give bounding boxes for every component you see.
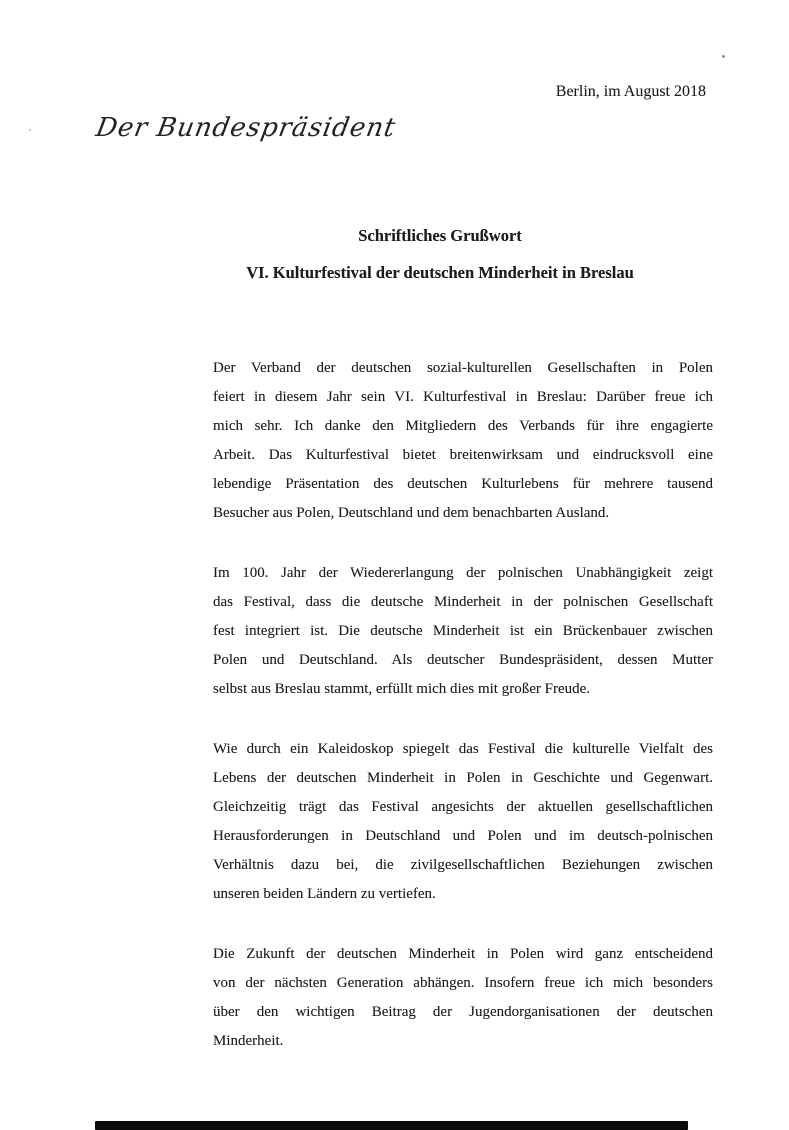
text-line: Lebens der deutschen Minderheit in Polen in Geschichte und Gegenwart. (213, 770, 713, 786)
text-line: fest integriert ist. Die deutsche Minderheit ist ein Brückenbauer zwischen (213, 623, 713, 639)
paragraph (213, 940, 713, 1056)
scan-speck-left-margin (29, 129, 31, 131)
text-line: Gleichzeitig trägt das Festival angesichts der aktuellen gesellschaftlichen (213, 799, 713, 815)
document-subtitle: VI. Kulturfestival der deutschen Minderheit in Breslau (246, 263, 634, 282)
paragraph (213, 354, 713, 528)
document-title: Schriftliches Grußwort (358, 226, 522, 245)
letterhead-script-bundespraesident: Der Bundespräsident (93, 113, 399, 143)
text-line: Im 100. Jahr der Wiedererlangung der polnischen Unabhängigkeit zeigt (213, 565, 713, 581)
scan-edge-artifact-bar (95, 1121, 688, 1130)
title-block (85, 226, 789, 283)
text-line: Polen und Deutschland. Als deutscher Bundespräsident, dessen Mutter (213, 652, 713, 668)
paragraph (213, 559, 713, 704)
text-line: feiert in diesem Jahr sein VI. Kulturfestival in Breslau: Darüber freue ich (213, 389, 713, 405)
text-line: von der nächsten Generation abhängen. Insofern freue ich mich besonders (213, 975, 713, 991)
text-line: Die Zukunft der deutschen Minderheit in Polen wird ganz entscheidend (213, 946, 713, 962)
scan-speck-top-right (722, 55, 725, 58)
text-line: Minderheit. (213, 1033, 284, 1049)
text-line: über den wichtigen Beitrag der Jugendorganisationen der deutschen (213, 1004, 713, 1020)
text-line: Wie durch ein Kaleidoskop spiegelt das Festival die kulturelle Vielfalt des (213, 741, 713, 757)
text-line: Besucher aus Polen, Deutschland und dem benachbarten Ausland. (213, 505, 610, 521)
text-line: das Festival, dass die deutsche Minderheit in der polnischen Gesellschaft (213, 594, 713, 610)
letter-body (213, 354, 713, 1087)
text-line: Herausforderungen in Deutschland und Polen und im deutsch-polnischen (213, 828, 713, 844)
text-line: lebendige Präsentation des deutschen Kulturlebens für mehrere tausend (213, 476, 713, 492)
text-line: selbst aus Breslau stammt, erfüllt mich dies mit großer Freude. (213, 681, 591, 697)
text-line: mich sehr. Ich danke den Mitgliedern des Verbands für ihre engagierte (213, 418, 713, 434)
date-line: Berlin, im August 2018 (555, 83, 706, 100)
text-line: Arbeit. Das Kulturfestival bietet breitenwirksam und eindrucksvoll eine (213, 447, 713, 463)
text-line: unseren beiden Ländern zu vertiefen. (213, 886, 436, 902)
text-line: Verhältnis dazu bei, die zivilgesellschaftlichen Beziehungen zwischen (213, 857, 713, 873)
text-line: Der Verband der deutschen sozial-kulturellen Gesellschaften in Polen (213, 360, 713, 376)
paragraph (213, 735, 713, 909)
